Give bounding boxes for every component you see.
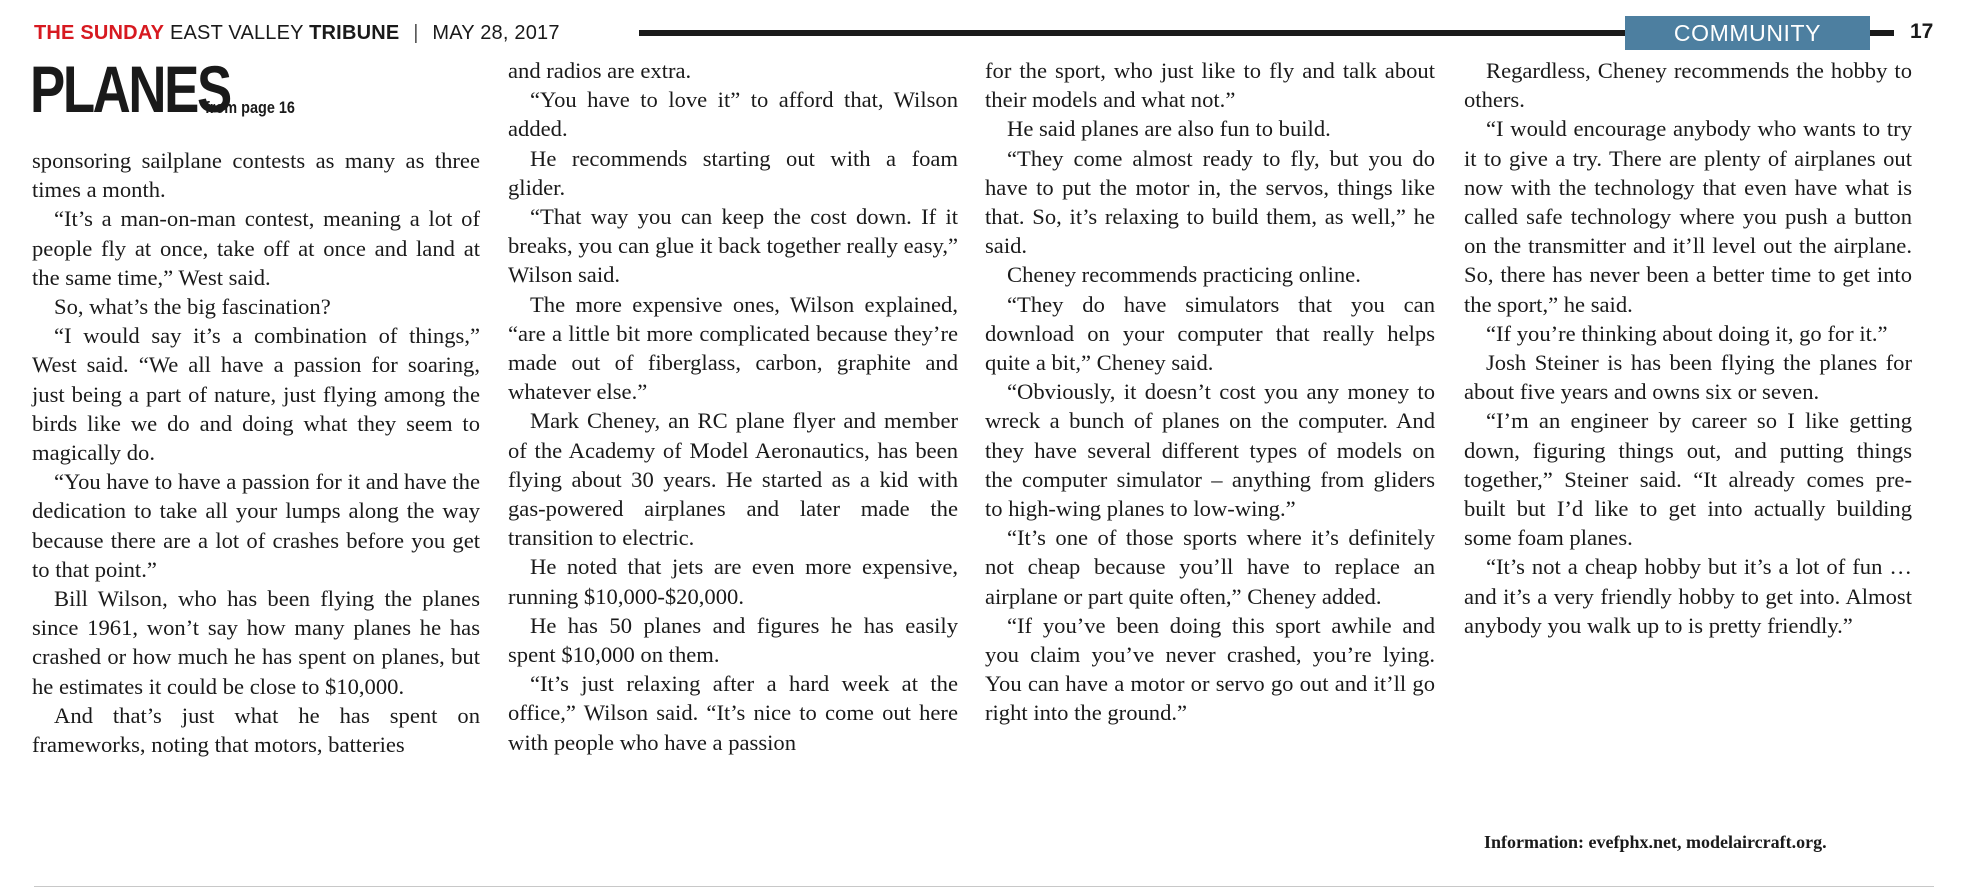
section-tab: COMMUNITY: [1625, 16, 1870, 50]
paragraph: So, what’s the big fascination?: [54, 294, 331, 320]
masthead-rule-short: [1870, 30, 1894, 36]
page-number: 17: [1910, 20, 1934, 43]
paragraph: Josh Steiner is has been flying the planes for about five years and owns six or seven.: [1464, 350, 1912, 405]
paragraph: He said planes are also fun to build.: [1007, 116, 1331, 142]
paragraph: for the sport, who just like to fly and talk about their models and what not.”: [985, 58, 1435, 113]
paragraph: He has 50 planes and figures he has easily spent $10,000 on them.: [508, 612, 958, 668]
paragraph: Regardless, Cheney recommends the hobby to others.: [1464, 58, 1912, 113]
paragraph: “You have to love it” to afford that, Wilson added.: [508, 87, 958, 142]
paragraph: Mark Cheney, an RC plane flyer and member of the Academy of Model Aeronautics, has been flying about 30 years. He started as a kid with gas-powered airplanes and later made the transition to electric.: [508, 408, 958, 551]
paragraph: He recommends starting out with a foam glider.: [508, 145, 958, 200]
headline-title: PLANES: [30, 52, 230, 126]
jump-line: from page 16: [205, 98, 295, 117]
paragraph: sponsoring sailplane contests as many as three times a month.: [32, 148, 480, 203]
paragraph: “It’s not a cheap hobby but it’s a lot of fun … and it’s a very friendly hobby to get into. Almost anybody you walk up to is pretty friendly.”: [1464, 554, 1912, 638]
paragraph: “I’m an engineer by career so I like getting down, figuring things out, and putting things together,” Steiner said. “It already comes pre-built but I’d like to get into actually building some foam planes.: [1464, 408, 1912, 551]
masthead-rule: [639, 30, 1625, 36]
article-column-4: [1464, 56, 1912, 640]
paragraph: He noted that jets are even more expensive, running $10,000-$20,000.: [508, 554, 958, 609]
paragraph: and radios are extra.: [508, 58, 692, 83]
article-column-3: [985, 56, 1435, 728]
paragraph: “Obviously, it doesn’t cost you any money to wreck a bunch of planes on the computer. And they have several different types of models on the computer simulator – anything from gliders to high-wing planes to low-wing.”: [985, 379, 1435, 522]
bottom-rule: [34, 886, 1934, 887]
paragraph: “They come almost ready to fly, but you do have to put the motor in, the servos, things like that. So, it’s relaxing to build them, as well,” he said.: [985, 145, 1435, 259]
paragraph: “You have to have a passion for it and have the dedication to take all your lumps along the way because there are a lot of crashes before you get to that point.”: [32, 469, 480, 582]
article-column-2: [508, 56, 958, 757]
issue-date: MAY 28, 2017: [432, 22, 560, 44]
paper-name-tribune: TRIBUNE: [309, 22, 400, 44]
paragraph: “If you’re thinking about doing it, go for it.”: [1486, 320, 1888, 346]
paragraph: “It’s a man-on-man contest, meaning a lot of people fly at once, take off at once and land at the same time,” West said.: [32, 206, 480, 290]
info-line: Information: evefphx.net, modelaircraft.org.: [1484, 832, 1827, 852]
paragraph: “That way you can keep the cost down. If it breaks, you can glue it back together really easy,” Wilson said.: [508, 204, 958, 288]
story-headline: [30, 52, 295, 126]
paragraph: “I would say it’s a combination of things,” West said. “We all have a passion for soaring, just being a part of nature, just flying among the birds like we do and doing what they seem to magically do.: [32, 323, 480, 466]
masthead-separator: |: [413, 22, 419, 44]
paragraph: “They do have simulators that you can download on your computer that really helps quite a bit,” Cheney said.: [985, 291, 1435, 376]
paragraph: And that’s just what he has spent on frameworks, noting that motors, batteries: [32, 702, 480, 758]
paper-name-east-valley: EAST VALLEY: [169, 22, 304, 44]
paper-name-sunday: THE SUNDAY: [34, 22, 165, 44]
paragraph: “It’s one of those sports where it’s definitely not cheap because you’ll have to replace an airplane or part quite often,” Cheney added.: [985, 525, 1435, 609]
article-column-1: [32, 146, 480, 759]
paragraph: “I would encourage anybody who wants to try it to give a try. There are plenty of airplanes out now with the technology that even have what is called safe technology where you push a button on the transmitter and it’ll level out the airplane. So, there has never been a better time to get into the sport,” he said.: [1464, 116, 1912, 317]
paragraph: “If you’ve been doing this sport awhile and you claim you’ve never crashed, you’re lying. You can have a motor or servo go out and it’ll go right into the ground.”: [985, 612, 1435, 726]
paragraph: “It’s just relaxing after a hard week at the office,” Wilson said. “It’s nice to come out here with people who have a passion: [508, 671, 958, 755]
paragraph: Bill Wilson, who has been flying the planes since 1961, won’t say how many planes he has crashed or how much he has spent on planes, but he estimates it could be close to $10,000.: [32, 586, 480, 699]
paragraph: Cheney recommends practicing online.: [1007, 262, 1361, 288]
masthead: [34, 20, 1934, 50]
paper-name: [34, 22, 560, 45]
paragraph: The more expensive ones, Wilson explained, “are a little bit more complicated because they’re made out of fiberglass, carbon, graphite and whatever else.”: [508, 291, 958, 405]
